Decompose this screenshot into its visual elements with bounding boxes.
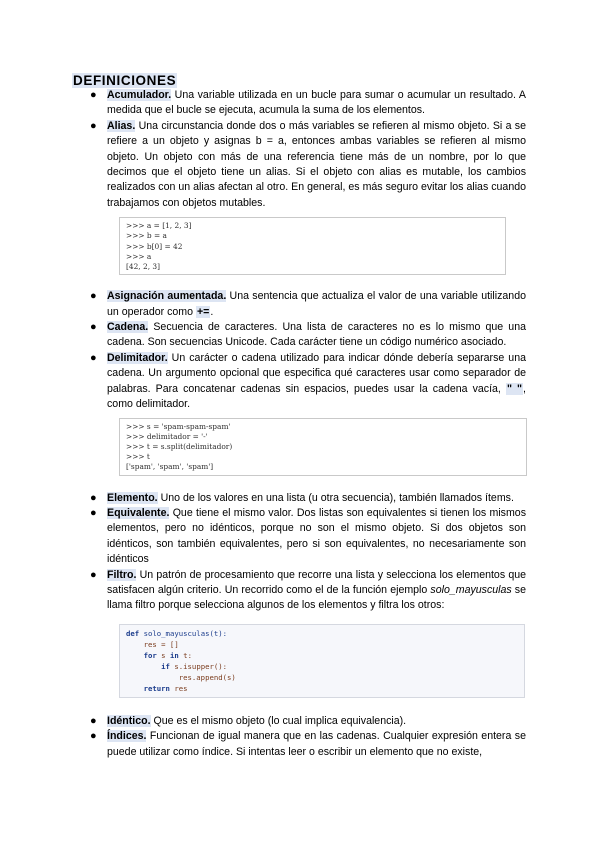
code-text: s [161, 650, 166, 660]
definition-text: Uno de los valores en una lista (u otra secuencia), también llamados ítems. [157, 491, 514, 504]
keyword-in: in [169, 650, 179, 660]
keyword-if: if [161, 661, 170, 671]
definition-text: Funcionan de igual manera que en las cadenas. Cualquier expresión entera se puede utilizar como índice. Si intentas leer o escribir un elemento que no existe, [107, 730, 526, 758]
list-item [90, 88, 526, 119]
code-line: >>> t [126, 452, 150, 462]
bullet-icon: ● [90, 506, 97, 519]
bullet-icon: ● [90, 351, 97, 364]
code-line [126, 639, 518, 650]
term-label: Filtro. [107, 568, 137, 581]
function-signature: solo_mayusculas(t): [143, 628, 228, 638]
definition-text-after: , como delimitador. [107, 382, 526, 411]
empty-string-inline: " " [506, 382, 523, 395]
term-label: Delimitador. [107, 351, 168, 364]
list-item [90, 119, 526, 275]
function-name-inline: solo_mayusculas [430, 583, 512, 596]
bullet-icon: ● [90, 491, 97, 504]
term-label: Idéntico. [107, 714, 151, 727]
keyword-for: for [143, 650, 157, 660]
code-text: s.isupper(): [174, 661, 228, 671]
definition-text-after: . [210, 305, 214, 318]
code-line [126, 683, 518, 694]
code-text: res.append(s) [178, 672, 236, 682]
term-label: Equivalente. [107, 506, 170, 519]
code-block-filter [119, 624, 525, 698]
term-label: Cadena. [107, 321, 149, 334]
definition-text: Que tiene el mismo valor. Dos listas son equivalentes si tienen los mismos elementos, pero no idénticos, porque no son el mismo objeto. Si dos objetos son idénticos, son también equivalentes, pero si son equivalentes, no necesariamente son idénticos [107, 506, 526, 566]
definition-text: Una sentencia que actualiza el valor de una variable utilizando un operador como [107, 290, 526, 318]
code-block-delimiter [119, 418, 527, 476]
code-line: >>> a = [1, 2, 3] [126, 221, 192, 231]
operator-inline: += [196, 305, 210, 318]
definitions-list [0, 88, 600, 760]
list-item [90, 351, 526, 476]
definition-text: Que es el mismo objeto (lo cual implica equivalencia). [150, 714, 407, 727]
keyword-def: def [126, 628, 140, 638]
bullet-icon: ● [90, 730, 97, 743]
code-line: >>> t = s.split(delimitador) [126, 441, 233, 451]
term-label: Asignación aumentada. [107, 290, 227, 303]
definition-text: Un carácter o cadena utilizado para indicar dónde debería separarse una cadena. Un argumento opcional que especifica qué caracteres usar como separador de palabras. Para concatenar cadenas sin espacios, puedes usar la cadena vacía, [107, 351, 526, 395]
code-line: ['spam', 'spam', 'spam'] [126, 462, 214, 472]
definition-text: Una circunstancia donde dos o más variables se refieren al mismo objeto. Si a se refiere a un objeto y asignas b = a, entonces ambas variables se refieren al mismo objeto. Un objeto con más de una referencia tiene más de un nombre, por lo que decimos que el objeto tiene un alias. Si el objeto con alias es mutable, los cambios realizados con un alias afectan al otro. En general, es más seguro evitar los alias cuando trabajamos con objetos mutables. [107, 119, 526, 209]
code-line [126, 650, 518, 661]
list-item [90, 714, 526, 729]
code-line: >>> b = a [126, 231, 167, 241]
bullet-icon: ● [90, 119, 97, 132]
code-line [126, 628, 518, 639]
bullet-icon: ● [90, 568, 97, 581]
list-item [90, 729, 526, 760]
definition-text: Secuencia de caracteres. Una lista de caracteres no es lo mismo que una cadena. Son secuencias Unicode. Cada carácter tiene un código numérico asociado. [107, 321, 526, 349]
list-item [90, 320, 526, 351]
code-line [126, 672, 518, 683]
term-label: Acumulador. [107, 89, 172, 101]
code-text: t: [183, 650, 192, 660]
section-heading: DEFINICIONES [73, 73, 177, 88]
term-label: Alias. [107, 119, 136, 132]
list-item [90, 289, 526, 320]
list-item [90, 506, 526, 568]
code-line: >>> s = 'spam-spam-spam' [126, 421, 231, 431]
bullet-icon: ● [90, 714, 97, 727]
bullet-icon: ● [90, 290, 97, 303]
code-line: [42, 2, 3] [126, 262, 160, 272]
definition-text: Una variable utilizada en un bucle para sumar o acumular un resultado. A medida que el bucle se ejecuta, acumula la suma de los elementos. [107, 89, 526, 117]
code-line: >>> delimitador = '-' [126, 431, 208, 441]
code-line [126, 661, 518, 672]
definition-text: Un patrón de procesamiento que recorre una lista y selecciona los elementos que satisfacen algún criterio. Un recorrido como el de la función ejemplo [107, 568, 526, 596]
list-item [90, 491, 526, 506]
code-block-alias [119, 217, 506, 275]
list-item [90, 568, 526, 698]
bullet-icon: ● [90, 89, 97, 101]
term-label: Índices. [107, 730, 147, 743]
definition-text-after: se llama filtro porque selecciona algunos de los elementos y filtra los otros: [107, 583, 526, 612]
keyword-return: return [143, 683, 170, 693]
term-label: Elemento. [107, 491, 158, 504]
code-line: >>> b[0] = 42 [126, 241, 183, 251]
code-text: res = [] [143, 639, 179, 649]
code-text: res [174, 683, 188, 693]
code-line: >>> a [126, 251, 152, 261]
bullet-icon: ● [90, 321, 97, 334]
